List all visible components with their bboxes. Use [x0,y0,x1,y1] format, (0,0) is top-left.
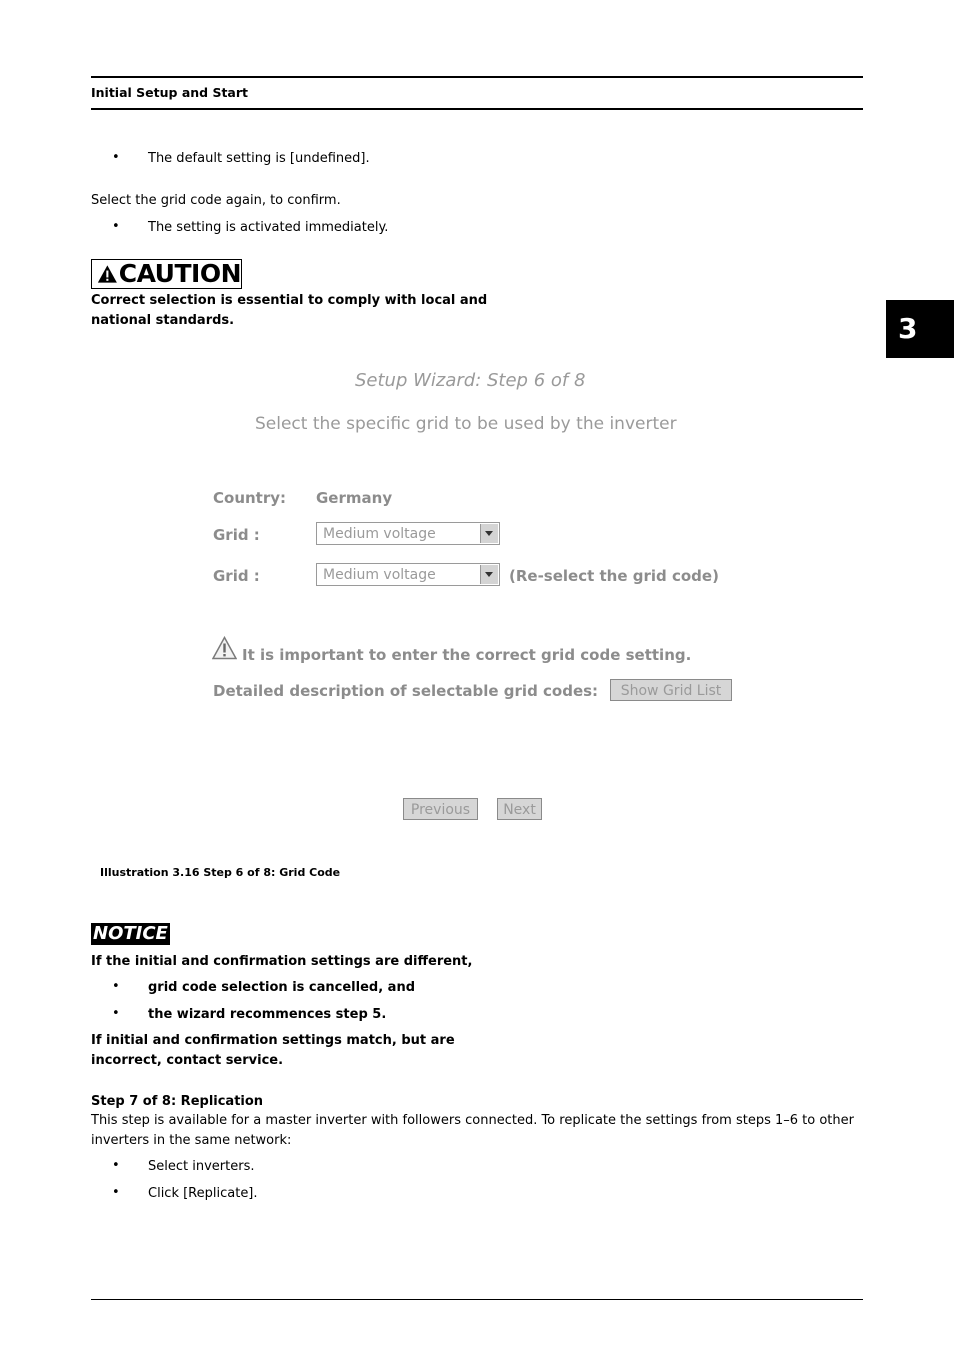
country-value: Germany [316,489,393,507]
grid-label-2: Grid : [213,567,260,585]
step7-paragraph-line-1: This step is available for a master inverter with followers connected. To replicate the settings from steps 1–6 to other [91,1113,854,1128]
chevron-down-icon[interactable] [480,565,498,584]
intro-bullet-1: The default setting is [undefined]. [148,151,370,166]
caution-text-line-1: Correct selection is essential to comply with local and [91,293,488,308]
step7-bullet-2: Click [Replicate]. [148,1186,258,1201]
next-button[interactable]: Next [497,798,542,820]
wizard-subtitle: Select the specific grid to be used by the inverter [255,414,677,434]
notice-line-3: incorrect, contact service. [91,1053,284,1068]
footer-rule [91,1299,863,1300]
notice-label: NOTICE [93,923,168,944]
step7-heading: Step 7 of 8: Replication [91,1094,264,1109]
chevron-down-icon[interactable] [480,524,498,543]
notice-line-1: If the initial and confirmation settings are different, [91,954,473,969]
description-label: Detailed description of selectable grid codes: [213,682,599,700]
bullet-glyph: • [112,979,120,994]
show-grid-list-button[interactable]: Show Grid List [610,679,732,701]
wizard-title: Setup Wizard: Step 6 of 8 [355,370,586,391]
country-label: Country: [213,489,287,507]
notice-line-2: If initial and confirmation settings match, but are [91,1033,455,1048]
grid-label-1: Grid : [213,526,260,544]
bullet-glyph: • [112,1006,120,1021]
caution-label: CAUTION [118,259,241,288]
header-bottom-rule [91,108,863,110]
grid-select-2[interactable] [316,563,500,586]
intro-bullet-2: The setting is activated immediately. [148,220,389,235]
grid-select-2-value: Medium voltage [323,567,436,583]
bullet-glyph: • [112,150,120,165]
illustration-caption: Illustration 3.16 Step 6 of 8: Grid Code [100,866,341,879]
grid-select-1[interactable] [316,522,500,545]
bullet-glyph: • [112,1158,120,1173]
warning-icon [212,636,237,660]
bullet-glyph: • [112,219,120,234]
notice-bullet-2: the wizard recommences step 5. [148,1007,387,1022]
caution-label-box [91,259,242,289]
bullet-glyph: • [112,1185,120,1200]
step7-paragraph-line-2: inverters in the same network: [91,1133,292,1148]
reselect-note: (Re-select the grid code) [509,567,719,585]
confirm-text: Select the grid code again, to confirm. [91,193,341,208]
notice-bullet-1: grid code selection is cancelled, and [148,980,416,995]
chapter-tab: 3 [886,300,954,358]
step7-bullet-1: Select inverters. [148,1159,255,1174]
caution-text-line-2: national standards. [91,313,235,328]
warning-text: It is important to enter the correct grid code setting. [242,646,692,664]
grid-select-1-value: Medium voltage [323,526,436,542]
header-top-rule [91,76,863,78]
warning-triangle-icon [97,263,118,285]
header-title: Initial Setup and Start [91,85,249,100]
previous-button[interactable]: Previous [403,798,478,820]
